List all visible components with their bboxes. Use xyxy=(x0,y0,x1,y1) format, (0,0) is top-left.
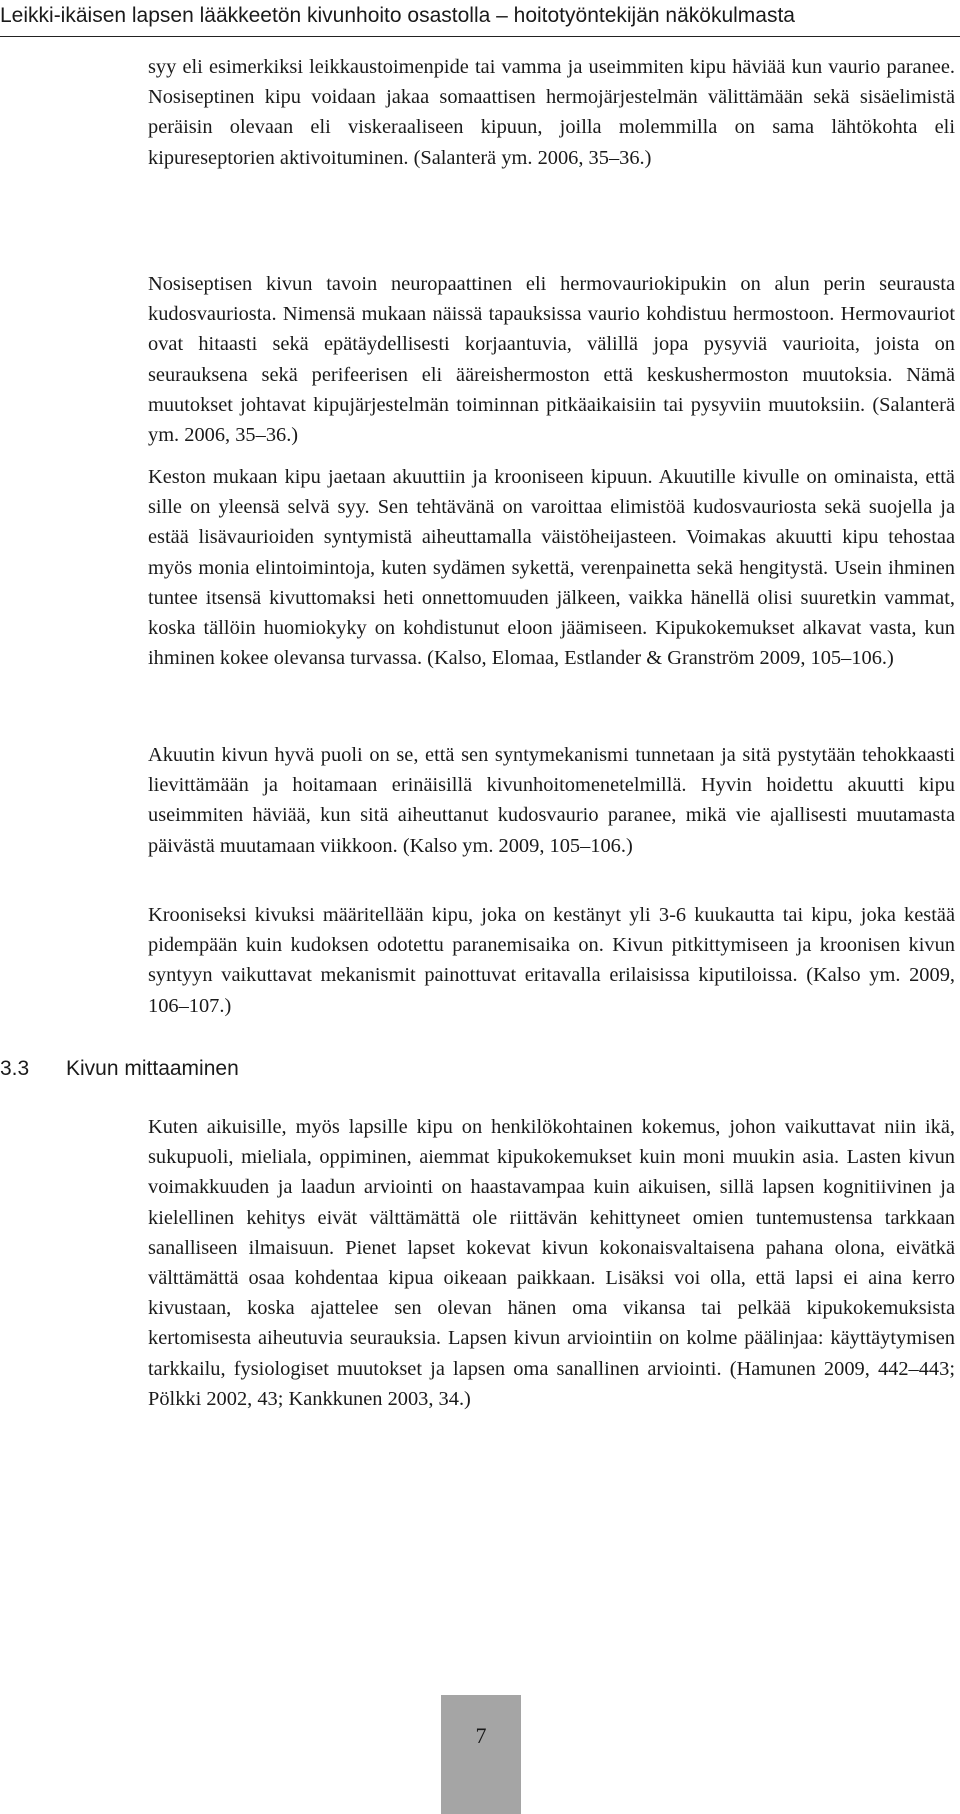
section-title: Kivun mittaaminen xyxy=(66,1057,239,1080)
body-text-section xyxy=(148,1112,955,1414)
page-number-box xyxy=(441,1695,521,1814)
body-text-top xyxy=(148,52,955,450)
paragraph-acute-pain-benefits: Akuutin kivun hyvä puoli on se, että sen syntymekanismi tunnetaan ja sitä pystytään tehokkaasti lievittämään ja hoitamaan erinäisillä kivunhoitomenetelmillä. Hyvin hoidettu akuutti kipu useimmiten häviää, kun sitä aiheuttanut kudosvaurio paranee, mikä vie ajallisesti muutamasta päivästä muutamaan viikkoon. (Kalso ym. 2009, 105–106.) xyxy=(148,744,955,857)
section-number: 3.3 xyxy=(0,1057,30,1080)
paragraph-nociceptive-pain: syy eli esimerkiksi leikkaustoimenpide tai vamma ja useimmiten kipu häviää kun vaurio paranee. Nosiseptinen kipu voidaan jakaa somaattisen hermojärjestelmän välittämään sekä sisäelimistä peräisin olevaan eli viskeraaliseen kipuun, joilla molemmilla on sama lähtökohta eli kipureseptorien aktivoituminen. (Salanterä ym. 2006, 35–36.) xyxy=(148,56,955,169)
paragraph-pain-measurement: Kuten aikuisille, myös lapsille kipu on henkilökohtainen kokemus, johon vaikuttavat niin ikä, sukupuoli, mieliala, oppiminen, aiemmat kipukokemukset kuin moni muukin asia. Lasten kivun voimakkuuden ja laadun arviointi on haastavampaa kuin aikuisen, sillä lapsen kognitiivinen ja kielellinen kehitys eivät välttämättä ole riittävän kehittyneet omien tuntemustensa tarkkaan sanalliseen ilmaisuun. Pienet lapset kokevat kivun kokonaisvaltaisena pahana olona, eivätkä välttämättä osaa kohdentaa kipua oikeaan paikkaan. Lisäksi voi olla, että lapsi ei aina kerro kivustaan, koska ajattelee sen olevan hänen oma vikansa tai pelkää kipukokemuksista kertomisesta aiheutuvia seurauksia. Lapsen kivun arviointiin on kolme päälinjaa: käyttäytymisen tarkkailu, fysiologiset muutokset ja lapsen oma sanallinen arviointi. (Hamunen 2009, 442–443; Pölkki 2002, 43; Kankkunen 2003, 34.) xyxy=(148,1116,955,1410)
body-text-acute xyxy=(148,740,955,861)
running-header xyxy=(0,0,960,37)
paragraph-acute-chronic-pain: Keston mukaan kipu jaetaan akuuttiin ja krooniseen kipuun. Akuutille kivulle on ominaista, että sille on yleensä selvä syy. Sen tehtävänä on varoittaa elimistöä kudosvauriosta sekä suojella ja estää lisävaurioiden syntymistä aiheuttamalla väistöheijasteen. Voimakas akuutti kipu tehostaa myös monia elintoimintoja, kuten sydämen sykettä, verenpainetta sekä hengitystä. Usein ihminen tuntee itsensä kivuttomaksi heti onnettomuuden jälkeen, vaikka hänellä olisi suuretkin vammat, koska tällöin huomiokyky on kohdistunut eloon jäämiseen. Kipukokemukset alkavat vasta, kun ihminen kokee olevansa turvassa. (Kalso, Elomaa, Estlander & Granström 2009, 105–106.) xyxy=(148,466,955,670)
body-text-chronic xyxy=(148,900,955,1021)
running-header-title: Leikki-ikäisen lapsen lääkkeetön kivunhoito osastolla – hoitotyöntekijän näkökulmasta xyxy=(0,4,795,27)
section-heading xyxy=(0,1057,239,1081)
paragraph-neuropathic-pain: Nosiseptisen kivun tavoin neuropaattinen eli hermovauriokipukin on alun perin seurausta kudosvauriosta. Nimensä mukaan näissä tapauksissa vaurio kohdistuu hermostoon. Hermovauriot ovat hitaasti sekä epätäydellisesti korjaantuvia, välillä jopa pysyviä vaurioita, joista on seurauksena sekä perifeerisen eli ääreishermoston että keskushermoston muutoksia. Nämä muutokset johtavat kipujärjestelmän toiminnan pitkäaikaisiin tai pysyviin muutoksiin. (Salanterä ym. 2006, 35–36.) xyxy=(148,273,955,447)
body-text-middle xyxy=(148,462,955,673)
paragraph-chronic-pain: Krooniseksi kivuksi määritellään kipu, joka on kestänyt yli 3-6 kuukautta tai kipu, joka kestää pidempään kuin kudoksen odotettu paranemisaika on. Kivun pitkittymiseen ja kroonisen kivun syntyyn vaikuttavat mekanismit painottuvat eritavalla erilaisissa kiputiloissa. (Kalso ym. 2009, 106–107.) xyxy=(148,904,955,1017)
page-number: 7 xyxy=(475,1723,487,1748)
